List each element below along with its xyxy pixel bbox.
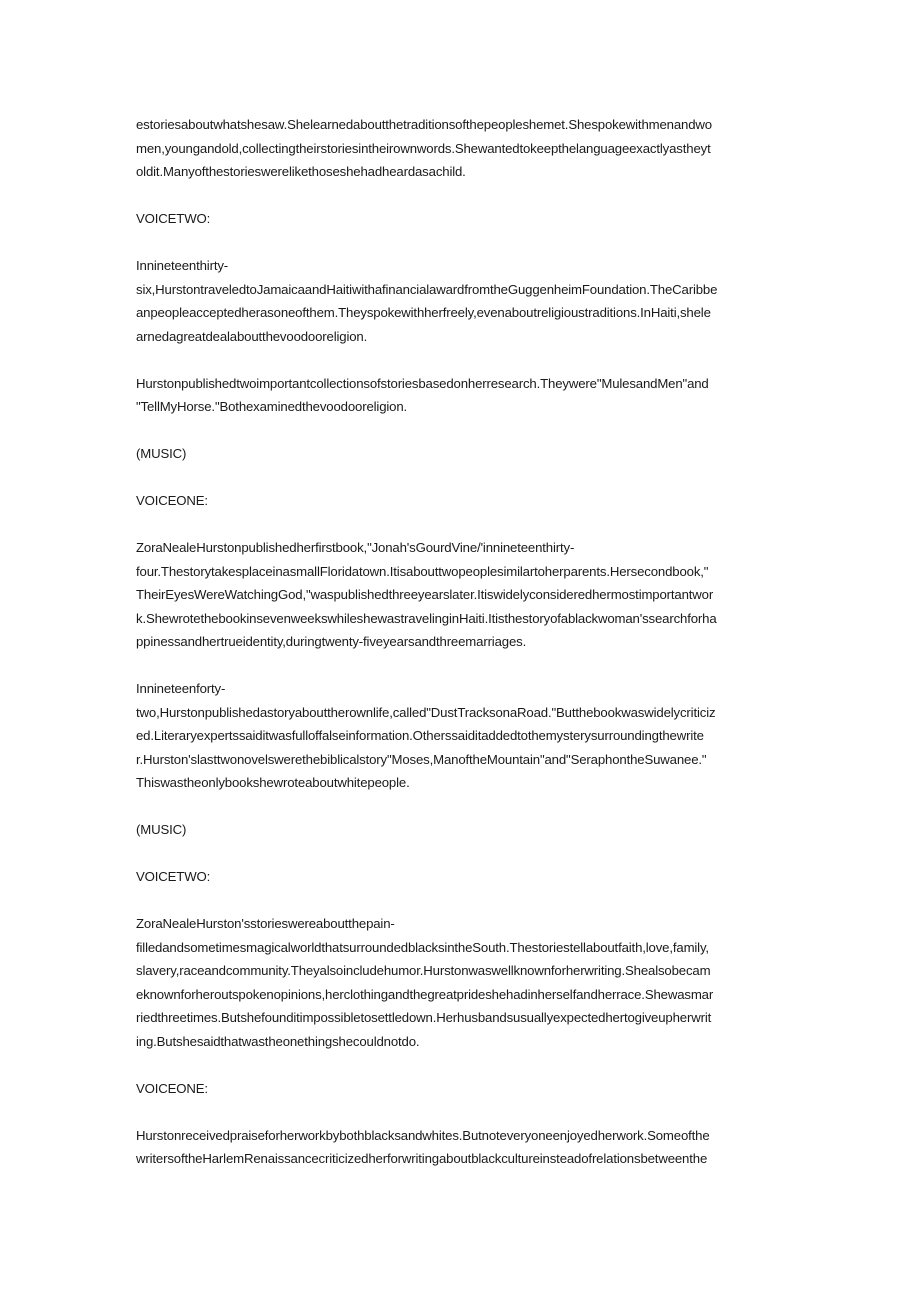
- paragraph: [136, 677, 786, 795]
- text-line: filledandsometimesmagicalworldthatsurroundedblacksintheSouth.Thestoriestellaboutfaith,love,family,: [136, 939, 709, 955]
- paragraph: [136, 113, 786, 184]
- speaker-label-voice-one: VOICEONE:: [136, 493, 208, 508]
- text-line: six,HurstontraveledtoJamaicaandHaitiwithafinancialawardfromtheGuggenheimFoundation.TheCaribbe: [136, 281, 718, 297]
- text-line: riedthreetimes.Butshefounditimpossibletosettledown.Herhusbandsusuallyexpectedhertogiveupherwrit: [136, 1010, 712, 1025]
- speaker-label-voice-one: VOICEONE:: [136, 1080, 208, 1096]
- paragraph: [136, 912, 786, 1053]
- paragraph: [136, 1124, 786, 1171]
- text-line: anpeopleacceptedherasoneofthem.Theyspokewithherfreely,evenaboutreligioustraditions.InHaiti,shele: [136, 305, 711, 320]
- text-line: TheirEyesWereWatchingGod,"waspublishedthreeyearslater.Itiswidelyconsideredhermostimportantwor: [136, 587, 714, 602]
- text-line: Hurstonreceivedpraiseforherworkbybothblacksandwhites.Butnoteveryoneenjoyedherwork.Someofthe: [136, 1127, 710, 1143]
- text-line: ppinessandhertrueidentity,duringtwenty-fiveyearsandthreemarriages.: [136, 634, 527, 649]
- document-page: [136, 113, 786, 1194]
- text-line: r.Hurston'slasttwonovelswerethebiblicalstory"Moses,ManoftheMountain"and"SeraphontheSuwanee.": [136, 751, 707, 767]
- paragraph: [136, 536, 786, 654]
- text-line: men,youngandold,collectingtheirstoriesintheirownwords.Shewantedtokeepthelanguageexactlyastheyt: [136, 140, 711, 156]
- text-line: Innineteenforty-: [136, 681, 226, 696]
- speaker-label-voice-two: VOICETWO:: [136, 211, 211, 226]
- text-line: ing.Butshesaidthatwastheonethingshecouldnotdo.: [136, 1033, 420, 1049]
- text-line: ZoraNealeHurstonpublishedherfirstbook,"Jonah'sGourdVine/'innineteenthirty-: [136, 540, 575, 555]
- text-line: k.ShewrotethebookinsevenweekswhileshewastravelinginHaiti.Itisthestoryofablackwoman'ssearchforha: [136, 610, 717, 626]
- text-line: arnedagreatdealaboutthevoodooreligion.: [136, 328, 368, 344]
- paragraph: [136, 372, 786, 419]
- text-line: slavery,raceandcommunity.Theyalsoincludehumor.Hurstonwaswellknownforherwriting.Shealsobecam: [136, 963, 711, 978]
- text-line: Thiswastheonlybookshewroteaboutwhitepeople.: [136, 775, 410, 790]
- text-line: ZoraNealeHurston'sstorieswereaboutthepain-: [136, 916, 395, 931]
- text-line: "TellMyHorse."Bothexaminedthevoodooreligion.: [136, 399, 408, 414]
- music-cue: (MUSIC): [136, 446, 187, 461]
- text-line: four.ThestorytakesplaceinasmallFloridatown.Itisabouttwopeoplesimilartoherparents.Hersecondbook,": [136, 563, 709, 579]
- text-line: Innineteenthirty-: [136, 258, 229, 273]
- text-line: two,Hurstonpublishedastoryabouttherownlife,called"DustTracksonaRoad."Butthebookwaswidelycriticiz: [136, 704, 716, 720]
- text-line: oldit.Manyofthestorieswerelikethoseshehadheardasachild.: [136, 164, 466, 179]
- text-line: eknownforheroutspokenopinions,herclothingandthegreatprideshehadinherselfandherrace.Shewasmar: [136, 986, 714, 1002]
- text-line: Hurstonpublishedtwoimportantcollectionsofstoriesbasedonherresearch.Theywere"MulesandMen"and: [136, 375, 709, 391]
- text-line: estoriesaboutwhatshesaw.Shelearnedaboutthetraditionsofthepeopleshemet.Shespokewithmenandwo: [136, 117, 712, 132]
- text-line: ed.Literaryexpertssaiditwasfulloffalseinformation.Otherssaiditaddedtothemysterysurroundingthewrite: [136, 728, 704, 743]
- text-line: writersoftheHarlemRenaissancecriticizedherforwritingaboutblackcultureinsteadofrelationsbetweenthe: [136, 1151, 708, 1166]
- paragraph: [136, 254, 786, 348]
- speaker-label-voice-two: VOICETWO:: [136, 869, 211, 884]
- music-cue: (MUSIC): [136, 822, 187, 837]
